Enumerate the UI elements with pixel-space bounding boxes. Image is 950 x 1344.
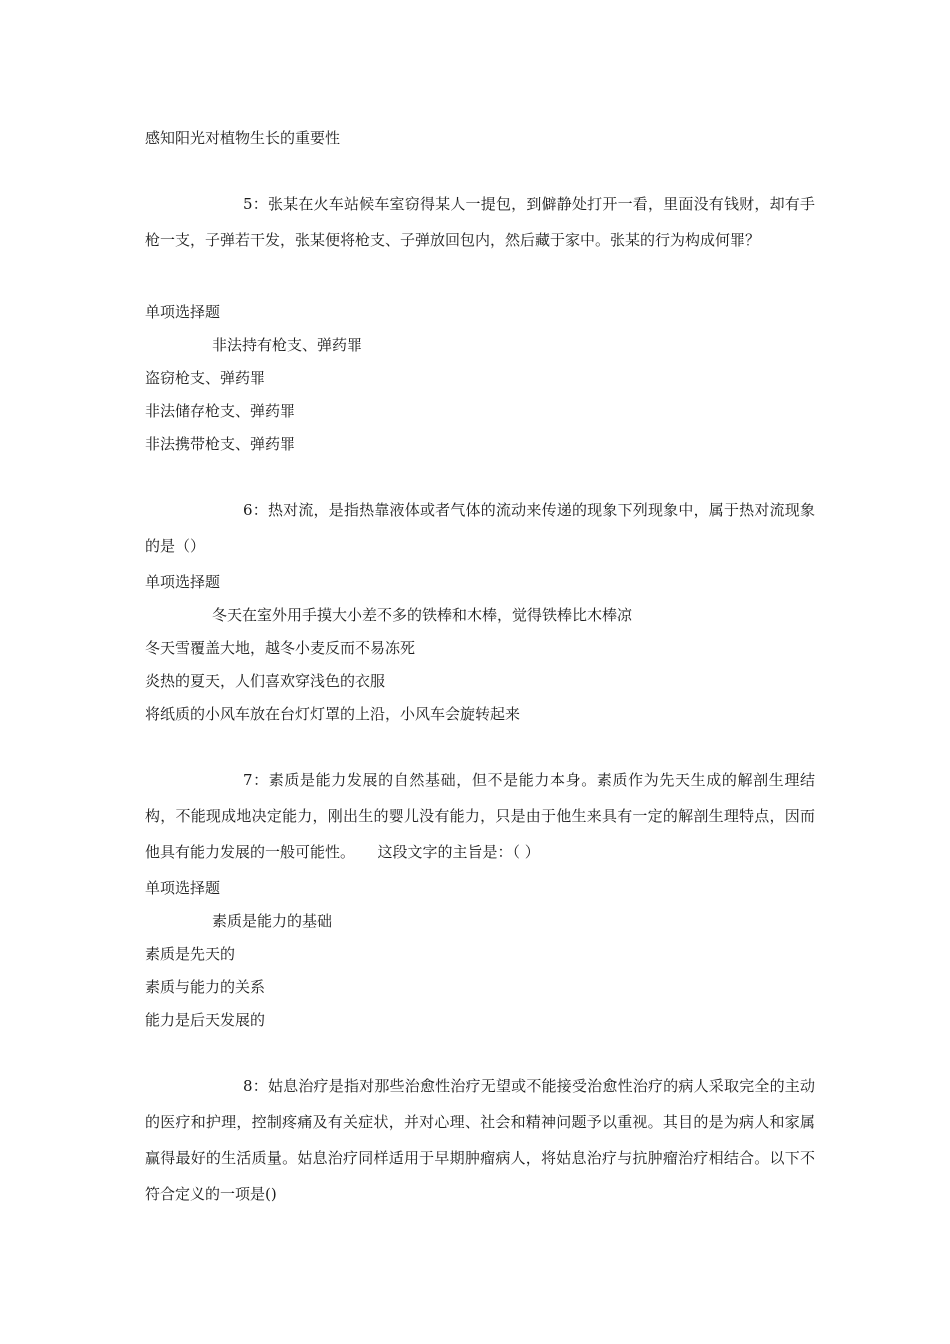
question-7-type: 单项选择题: [145, 879, 221, 897]
question-5-option-1: 非法持有枪支、弹药罪: [212, 336, 363, 354]
question-6-stem: 6：热对流，是指热靠液体或者气体的流动来传递的现象下列现象中，属于热对流现象的是（）: [145, 501, 815, 555]
question-8-stem: 8：姑息治疗是指对那些治愈性治疗无望或不能接受治愈性治疗的病人采取完全的主动的医疗和护理，控制疼痛及有关症状，并对心理、社会和精神问题予以重视。其目的是为病人和家属赢得最好的生活质量。姑息治疗同样适用于早期肿瘤病人，将姑息治疗与抗肿瘤治疗相结合。以下不符合定义的一项是(): [145, 1077, 815, 1203]
question-7-stem: 7：素质是能力发展的自然基础，但不是能力本身。素质作为先天生成的解剖生理结构，不能现成地决定能力，刚出生的婴儿没有能力，只是由于他生来具有一定的解剖生理特点，因而他具有能力发展的一般可能性。 这段文字的主旨是：（ ）: [145, 771, 815, 861]
question-6-type: 单项选择题: [145, 573, 221, 591]
question-7-option-2: 素质是先天的: [145, 945, 236, 963]
question-6-option-2: 冬天雪覆盖大地，越冬小麦反而不易冻死: [145, 639, 416, 657]
intro-text: 感知阳光对植物生长的重要性: [145, 129, 341, 147]
question-5-type: 单项选择题: [145, 303, 221, 321]
question-7-option-4: 能力是后天发展的: [145, 1011, 266, 1029]
question-7-option-1: 素质是能力的基础: [212, 912, 333, 930]
question-7-option-3: 素质与能力的关系: [145, 978, 266, 996]
question-6-option-4: 将纸质的小风车放在台灯灯罩的上沿，小风车会旋转起来: [145, 705, 521, 723]
question-5-option-3: 非法储存枪支、弹药罪: [145, 402, 296, 420]
question-5-option-2: 盗窃枪支、弹药罪: [145, 369, 266, 387]
question-5-stem: 5：张某在火车站候车室窃得某人一提包，到僻静处打开一看，里面没有钱财，却有手枪一支，子弹若干发，张某便将枪支、子弹放回包内，然后藏于家中。张某的行为构成何罪？: [145, 195, 815, 249]
question-6-option-3: 炎热的夏天，人们喜欢穿浅色的衣服: [145, 672, 386, 690]
question-6-option-1: 冬天在室外用手摸大小差不多的铁棒和木棒，觉得铁棒比木棒凉: [212, 606, 633, 624]
question-5-option-4: 非法携带枪支、弹药罪: [145, 435, 296, 453]
